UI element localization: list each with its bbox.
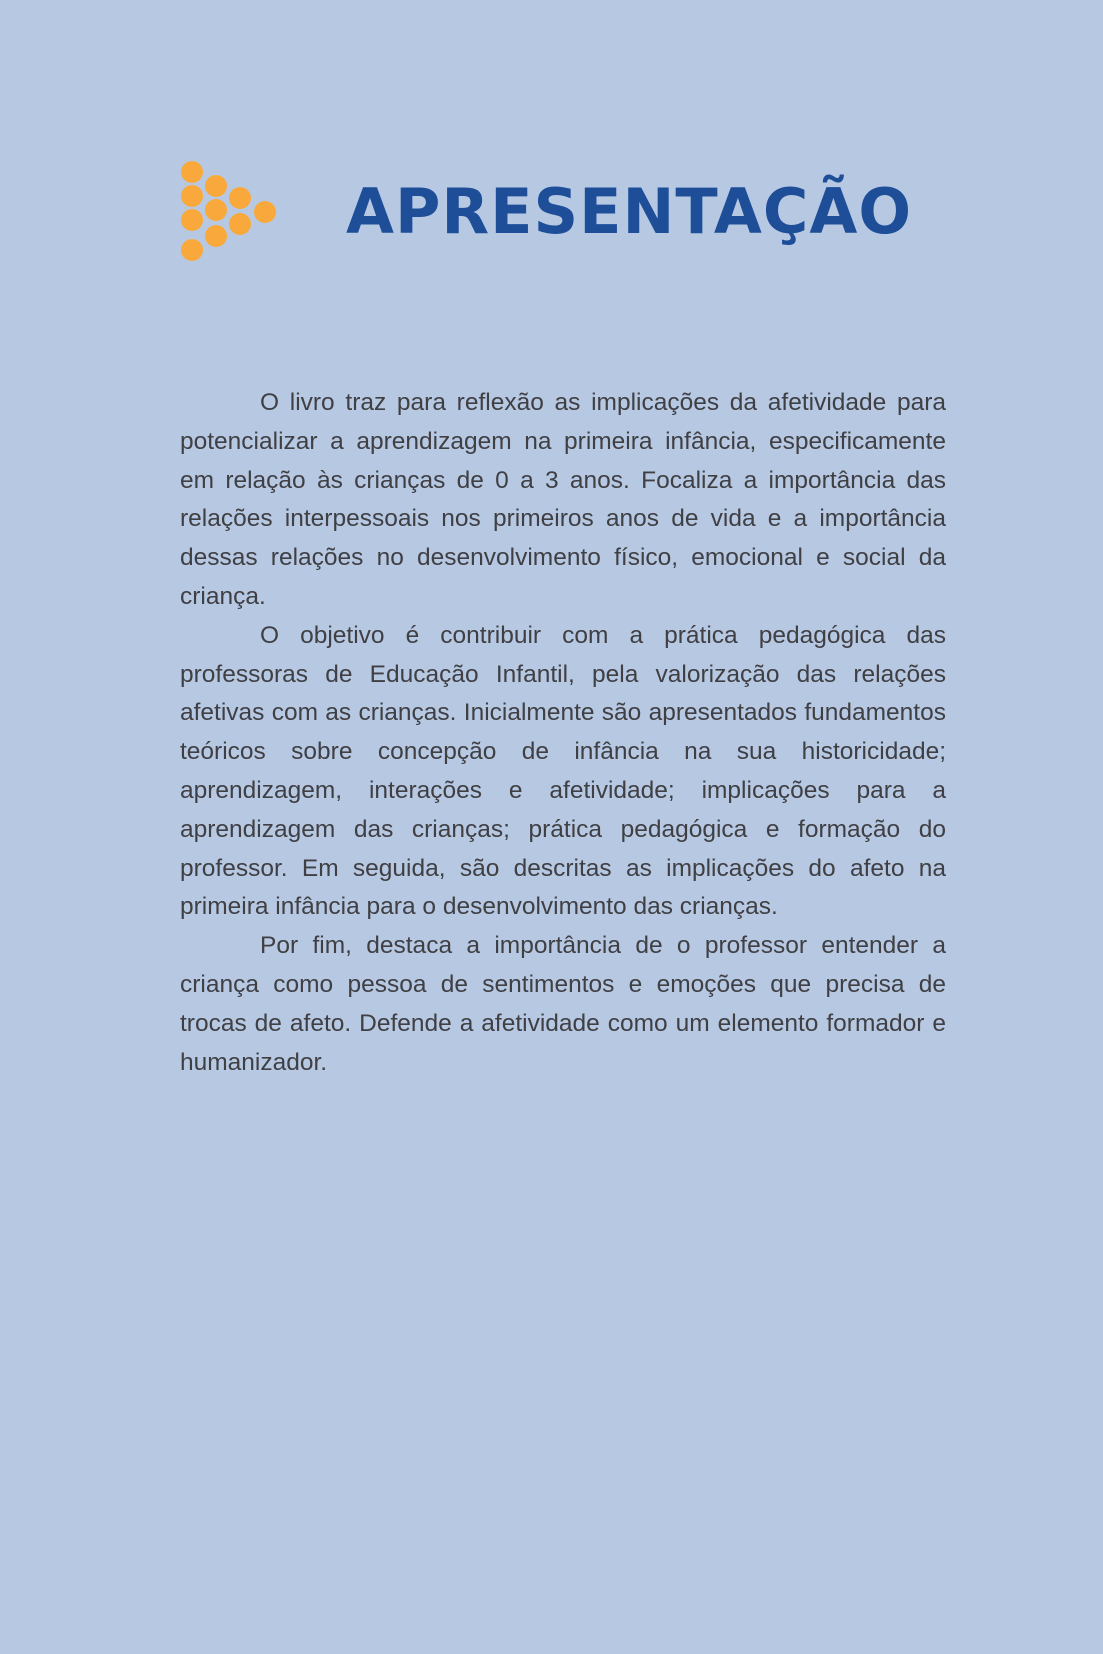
page-title: APRESENTAÇÃO xyxy=(346,175,913,248)
paragraph-1: O livro traz para reflexão as implicações da afetividade para potencializar a aprendizagem na primeira infância, especificamente em relação às crianças de 0 a 3 anos. Focaliza a importância das relações interpessoais nos primeiros anos de vida e a importância dessas relações no desenvolvimento físico, emocional e social da criança. xyxy=(180,389,946,610)
body-text xyxy=(180,384,946,1082)
paragraph-3: Por fim, destaca a importância de o professor entender a criança como pessoa de sentimentos e emoções que precisa de trocas de afeto. Defende a afetividade como um elemento formador e humanizador. xyxy=(180,932,946,1076)
paragraph-2: O objetivo é contribuir com a prática pedagógica das professoras de Educação Infantil, pela valorização das relações afetivas com as crianças. Inicialmente são apresentados fundamentos teóricos sobre concepção de infância na sua historicidade; aprendizagem, interações e afetividade; implicações para a aprendizagem das crianças; prática pedagógica e formação do professor. Em seguida, são descritas as implicações do afeto na primeira infância para o desenvolvimento das crianças. xyxy=(180,621,946,921)
orange-dot-triangle-icon xyxy=(178,160,278,264)
